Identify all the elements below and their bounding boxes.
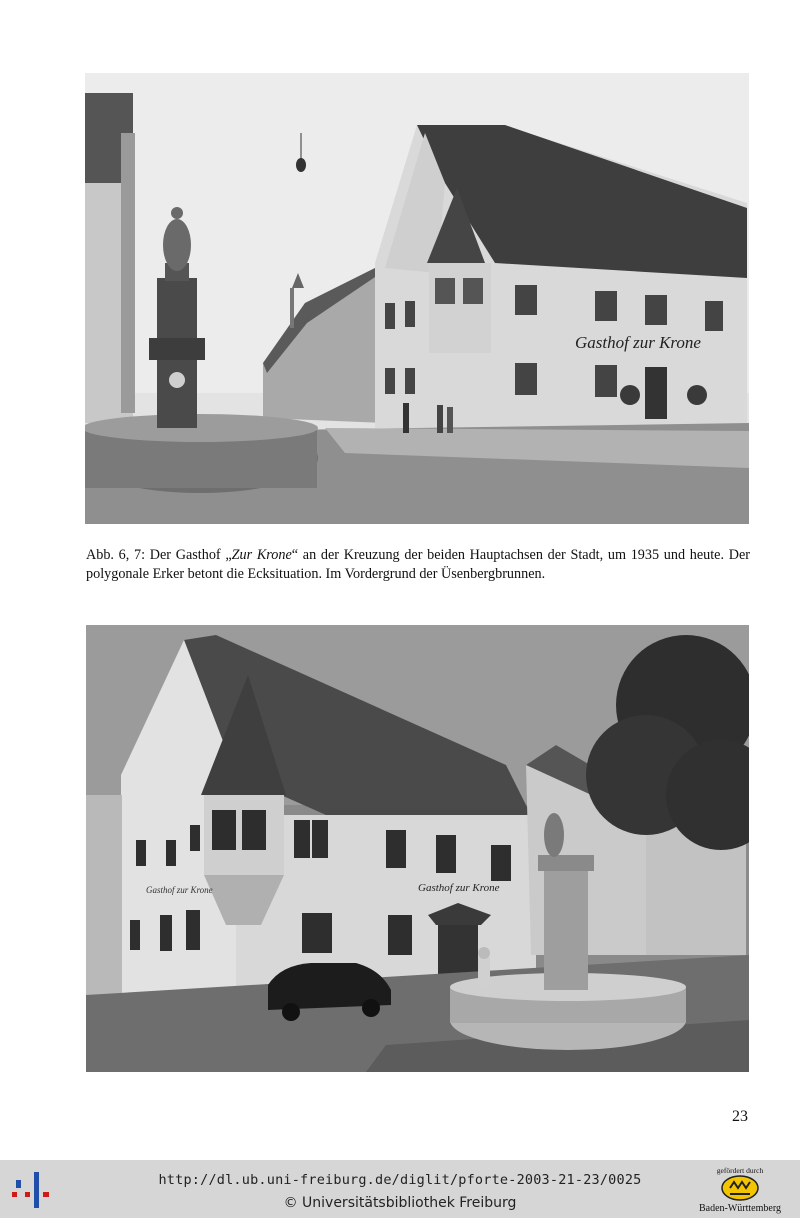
page-number: 23 (732, 1108, 748, 1125)
sponsor-bottom-text: Baden-Württemberg (698, 1203, 781, 1214)
copyright-notice: © Universitätsbibliothek Freiburg (283, 1195, 517, 1211)
historic-photo-gasthof-krone (85, 73, 749, 524)
caption-suffix: “ an der Kreuzung der beiden Hauptachsen der Stadt, um 1935 und heute. Der polygonale Erker betont die Ecksituation. Im Vordergrund der Üsenbergbrunnen. (86, 547, 750, 582)
sponsor-logo (694, 1164, 786, 1216)
modern-sign-text: Gasthof zur Krone (418, 882, 500, 894)
modern-side-sign-text: Gasthof zur Krone (146, 885, 213, 895)
footer-bar (0, 1160, 800, 1218)
state-seal-icon (720, 1175, 760, 1201)
caption-prefix: Abb. 6, 7: Der Gasthof „ (86, 547, 232, 563)
sponsor-top-text: gefördert durch (716, 1166, 764, 1175)
historic-sign-text: Gasthof zur Krone (575, 333, 701, 352)
modern-photo-gasthof-krone (86, 625, 749, 1072)
figure-caption (86, 546, 750, 584)
document-url[interactable]: http://dl.ub.uni-freiburg.de/diglit/pforte-2003-21-23/0025 (158, 1172, 642, 1188)
caption-title-italic: Zur Krone (231, 547, 292, 563)
